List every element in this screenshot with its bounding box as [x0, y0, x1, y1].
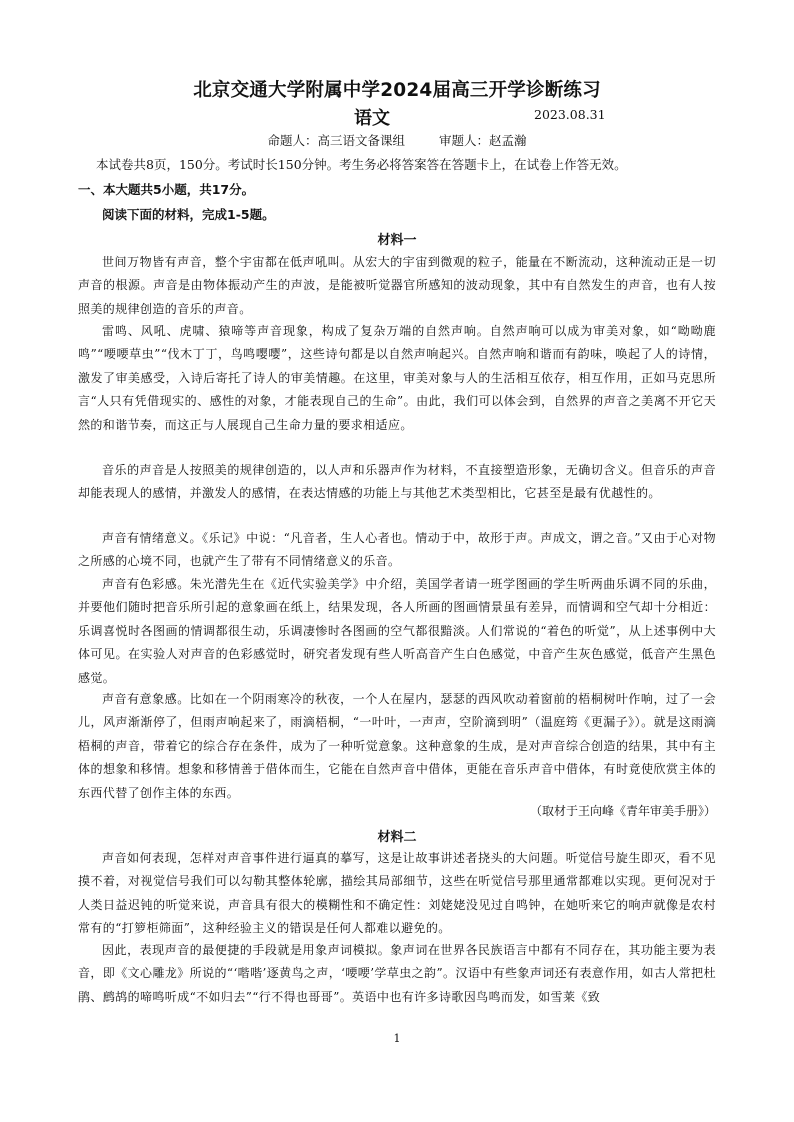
material2-heading: 材料二	[377, 830, 417, 845]
reviewer-text: 审题人：赵孟瀚	[439, 133, 527, 148]
material1-source: （取材于王向峰《青年审美手册》）	[529, 804, 716, 818]
subject-label: 语文	[354, 108, 390, 129]
exam-date: 2023.08.31	[534, 107, 606, 122]
material1-paragraph: 声音有情绪意义。《乐记》中说：“凡音者，生人心者也。情动于中，故形于声。声成文，谓之音。”又由于心对物之所感的心境不同，也就产生了带有不同情绪意义的乐音。	[78, 531, 716, 569]
material1-paragraph: 世间万物皆有声音，整个宇宙都在低声吼叫。从宏大的宇宙到微观的粒子，能量在不断流动，这种流动正是一切声音的根源。声音是由物体振动产生的声波，是能被听觉器官所感知的波动现象，其中有自然发生的声音，也有人按照美的规律创造的音乐的声音。	[78, 255, 716, 316]
section-heading: 一、本大题共5小题，共17分。	[78, 182, 255, 197]
section-instruction: 阅读下面的材料，完成1-5题。	[102, 207, 275, 222]
material2-paragraph: 声音如何表现，怎样对声音事件进行逼真的摹写，这是让故事讲述者挠头的大问题。听觉信号旋生即灭，看不见摸不着，对视觉信号我们可以勾勒其整体轮廓，描绘其局部细节，这些在听觉信号那里通常都难以实现。更何况对于人类日益迟钝的听觉来说，声音具有很大的模糊性和不确定性：刘姥姥没见过自鸣钟，在她听来它的响声就像是农村常有的“打箩柜筛面”，这种经验主义的错误是任何人都难以避免的。	[78, 851, 716, 936]
material1-heading: 材料一	[377, 233, 417, 248]
page-number: 1	[393, 1032, 401, 1045]
material1-paragraph: 声音有意象感。比如在一个阴雨寒冷的秋夜，一个人在屋内，瑟瑟的西风吹动着窗前的梧桐树叶作响，过了一会儿，风声渐渐停了，但雨声响起来了，雨滴梧桐，“一叶叶，一声声，空阶滴到明”（温庭筠《更漏子》）。就是这雨滴梧桐的声音，带着它的综合存在条件，成为了一种听觉意象。这种意象的生成，是对声音综合创造的结果，其中有主体的想象和移情。想象和移情善于借体而生，它能在自然声音中借体，更能在音乐声音中借体，有时竟使欣赏主体的东西代替了创作主体的东西。	[78, 692, 716, 800]
material1-paragraph: 声音有色彩感。朱光潜先生在《近代实验美学》中介绍，美国学者请一班学图画的学生听两曲乐调不同的乐曲，并要他们随时把音乐所引起的意象画在纸上，结果发现，各人所画的图画情景虽有差异，而情调和空气却十分相近：乐调喜悦时各图画的情调都很生动，乐调凄惨时各图画的空气都很黯淡。人们常说的“着色的听觉”，从上述事例中大体可见。在实验人对声音的色彩感觉时，研究者发现有些人听高音产生白色感觉，中音产生灰色感觉，低音产生黑色感觉。	[78, 577, 716, 685]
material1-paragraph: 雷鸣、风吼、虎啸、猿啼等声音现象，构成了复杂万端的自然声响。自然声响可以成为审美对象，如“呦呦鹿鸣”“喓喓草虫”“伐木丁丁，鸟鸣嘤嘤”，这些诗句都是以自然声响起兴。自然声响和谐而有韵味，唤起了人的诗情，激发了审美感受，入诗后寄托了诗人的审美情趣。在这里，审美对象与人的生活相互依存，相互作用，正如马克思所言“人只有凭借现实的、感性的对象，才能表现自己的生命”。由此，我们可以体会到，自然界的声音之美离不开它天然的和谐节奏，而这正与人展现自己生命力量的要求相适应。	[78, 324, 716, 432]
author-line	[0, 131, 794, 149]
setter-text: 命题人：高三语文备课组	[267, 133, 405, 148]
material1-paragraph: 音乐的声音是人按照美的规律创造的，以人声和乐器声作为材料，不直接塑造形象，无确切含义。但音乐的声音却能表现人的感情，并激发人的感情，在表达情感的功能上与其他艺术类型相比，它甚至是最有优越性的。	[78, 463, 716, 501]
exam-title: 北京交通大学附属中学2024届高三开学诊断练习	[193, 80, 601, 101]
exam-notice: 本试卷共8页，150分。考试时长150分钟。考生务必将答案答在答题卡上，在试卷上作答无效。	[96, 157, 627, 172]
material2-paragraph: 因此，表现声音的最便捷的手段就是用象声词模拟。象声词在世界各民族语言中都有不同存在，其功能主要为表音，即《文心雕龙》所说的“‘喈喈’逐黄鸟之声，‘喓喓’学草虫之韵”。汉语中有些象声词还有表意作用，如古人常把杜鹃、鹧鸪的啼鸣听成“不如归去”“行不得也哥哥”。英语中也有许多诗歌因鸟鸣而发，如雪莱《致	[78, 943, 716, 1004]
